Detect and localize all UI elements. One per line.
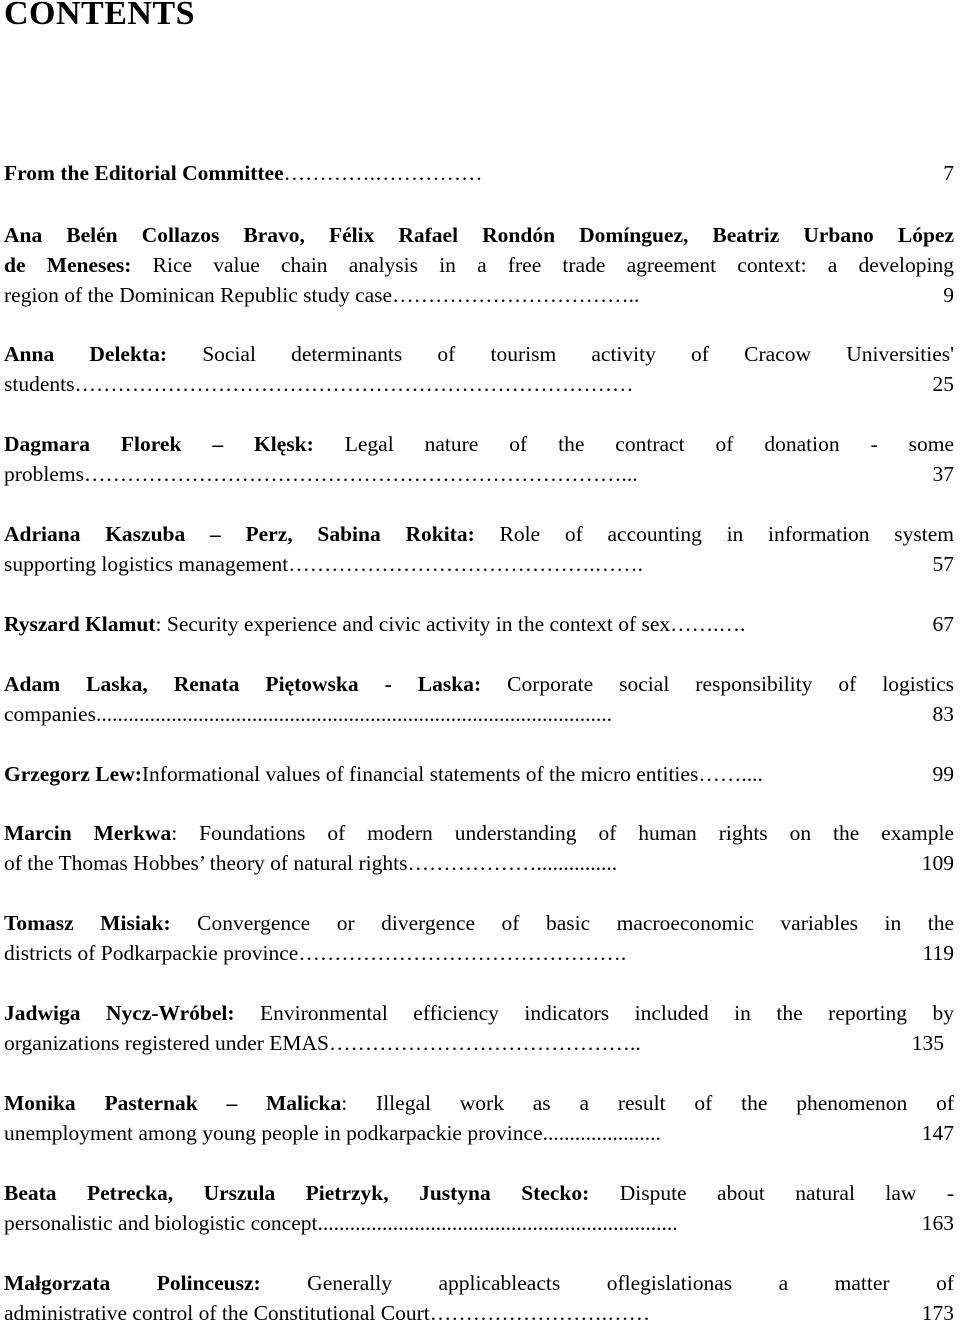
- toc-entry-line: [4, 908, 954, 938]
- toc-entry-authors: Dagmara Florek – Klęsk:: [4, 432, 314, 456]
- toc-entry-title: Role of accounting in information system: [474, 522, 955, 546]
- toc-entry-title: students: [4, 372, 75, 396]
- toc-page-number: 99: [932, 762, 954, 786]
- toc-entry-line: [4, 519, 954, 549]
- toc-entry-title: Legal nature of the contract of donation - some: [313, 432, 954, 456]
- toc-entry-collazos: [4, 220, 954, 310]
- toc-page-number: 37: [932, 462, 954, 486]
- toc-page-number: 57: [932, 552, 954, 576]
- toc-entry-title: administrative control of the Constitutional Court: [4, 1301, 430, 1325]
- toc-page-number: 67: [932, 612, 954, 636]
- toc-entry-title: region of the Dominican Republic study case: [4, 283, 393, 307]
- toc-entry-title: Social determinants of tourism activity of Cracow Universities': [167, 342, 954, 366]
- toc-leader-dots: …………………….……: [429, 1301, 651, 1325]
- toc-entry-lew: [4, 759, 954, 789]
- toc-page-number: 135: [911, 1031, 944, 1055]
- toc-entry-line: [4, 339, 954, 369]
- toc-entry-title: personalistic and biologistic concept: [4, 1211, 318, 1235]
- toc-page-number: 147: [921, 1121, 954, 1145]
- toc-entry-authors: Beata Petrecka, Urszula Pietrzyk, Justyna Stecko:: [4, 1181, 590, 1205]
- toc-leader-dots: …….….: [670, 612, 746, 636]
- toc-leader-dots: ……………………………………….: [298, 941, 627, 965]
- toc-entry-authors: Marcin Merkwa: [4, 821, 172, 845]
- toc-entry-line: [4, 818, 954, 848]
- toc-entry-line: [4, 1178, 954, 1208]
- toc-leader-dots: …………………………………………………………………...: [84, 462, 638, 486]
- toc-page-number: 7: [943, 161, 954, 185]
- toc-entry-title: Informational values of financial statements of the micro entities: [141, 762, 699, 786]
- toc-entry-polinceusz: [4, 1268, 954, 1328]
- toc-entry-title: organizations registered under EMAS: [4, 1031, 330, 1055]
- toc-entry-authors: de Meneses:: [4, 253, 132, 277]
- toc-leader-dots: ……....: [698, 762, 763, 786]
- toc-entry-pasternak: [4, 1088, 954, 1148]
- toc-entry-nycz-wrobel: [4, 998, 954, 1058]
- toc-entry-title: : Security experience and civic activity in the context of sex: [155, 612, 671, 636]
- toc-entry-authors: Ana Belén Collazos Bravo, Félix Rafael Rondón Domínguez, Beatriz Urbano López: [4, 223, 954, 247]
- toc-entry-authors: Grzegorz Lew:: [4, 762, 142, 786]
- toc-entry-title: Convergence or divergence of basic macroeconomic variables in the: [170, 911, 954, 935]
- toc-entry-line: [4, 1088, 954, 1118]
- toc-leader-dots: ……………………………..: [392, 283, 640, 307]
- toc-page-number: 163: [921, 1211, 954, 1235]
- toc-entry-authors: Małgorzata Polinceusz:: [4, 1271, 261, 1295]
- toc-page-number: 9: [943, 283, 954, 307]
- toc-entry-editorial: [4, 158, 954, 188]
- toc-leader-dots: …………………………………….…….: [288, 552, 643, 576]
- page-title: CONTENTS: [4, 0, 196, 32]
- toc-leader-dots: ...................................................................: [317, 1211, 678, 1235]
- toc-page-number: 173: [921, 1301, 954, 1325]
- toc-entry-klamut: [4, 609, 954, 639]
- toc-page-number: 109: [921, 851, 954, 875]
- toc-entry-line: [4, 1268, 954, 1298]
- toc-entry-authors: Adam Laska, Renata Piętowska - Laska:: [4, 672, 482, 696]
- toc-entry-authors: Tomasz Misiak:: [4, 911, 171, 935]
- toc-entry-title: unemployment among young people in podkarpackie province: [4, 1121, 543, 1145]
- toc-entry-authors: From the Editorial Committee: [4, 161, 284, 185]
- toc-entry-authors: Ryszard Klamut: [4, 612, 156, 636]
- toc-leader-dots: ……………………………………..: [329, 1031, 641, 1055]
- toc-leader-dots: ................................................................................................: [95, 702, 612, 726]
- toc-entry-line: [4, 669, 954, 699]
- toc-entry-line: [4, 250, 954, 280]
- toc-leader-dots: ......................: [542, 1121, 661, 1145]
- toc-entry-petrecka: [4, 1178, 954, 1238]
- toc-entry-delekta: [4, 339, 954, 399]
- toc-entry-kaszuba: [4, 519, 954, 579]
- toc-entry-authors: Adriana Kaszuba – Perz, Sabina Rokita:: [4, 522, 475, 546]
- toc-entry-florek: [4, 429, 954, 489]
- toc-entry-merkwa: [4, 818, 954, 878]
- toc-leader-dots: ………………...............: [407, 851, 618, 875]
- toc-entry-title: companies: [4, 702, 96, 726]
- toc-entry-title: Dispute about natural law -: [589, 1181, 954, 1205]
- toc-entry-title: districts of Podkarpackie province: [4, 941, 299, 965]
- toc-entry-title: Environmental efficiency indicators included in the reporting by: [234, 1001, 954, 1025]
- toc-entry-title: Rice value chain analysis in a free trade agreement context: a developing: [131, 253, 954, 277]
- toc-entry-title: Corporate social responsibility of logistics: [481, 672, 954, 696]
- toc-page-number: 83: [932, 702, 954, 726]
- toc-entry-line: [4, 998, 954, 1028]
- toc-entry-misiak: [4, 908, 954, 968]
- toc-entry-title: problems: [4, 462, 85, 486]
- toc-page-number: 25: [932, 372, 954, 396]
- toc-page-number: 119: [922, 941, 954, 965]
- toc-entry-authors: Jadwiga Nycz-Wróbel:: [4, 1001, 235, 1025]
- toc-entry-title: Generally applicableacts oflegislationas a matter of: [260, 1271, 954, 1295]
- toc-entry-title: of the Thomas Hobbes’ theory of natural rights: [4, 851, 408, 875]
- toc-entry-authors: Anna Delekta:: [4, 342, 167, 366]
- toc-leader-dots: ……………………………………………………………………: [74, 372, 634, 396]
- toc-entry-laska: [4, 669, 954, 729]
- toc-entry-title: : Foundations of modern understanding of human rights on the example: [171, 821, 954, 845]
- toc-entry-title: supporting logistics management: [4, 552, 289, 576]
- toc-entry-authors: Monika Pasternak – Malicka: [4, 1091, 342, 1115]
- toc-entry-title: : Illegal work as a result of the phenomenon of: [341, 1091, 954, 1115]
- toc-entry-line: [4, 429, 954, 459]
- toc-leader-dots: ………….……………: [283, 161, 483, 185]
